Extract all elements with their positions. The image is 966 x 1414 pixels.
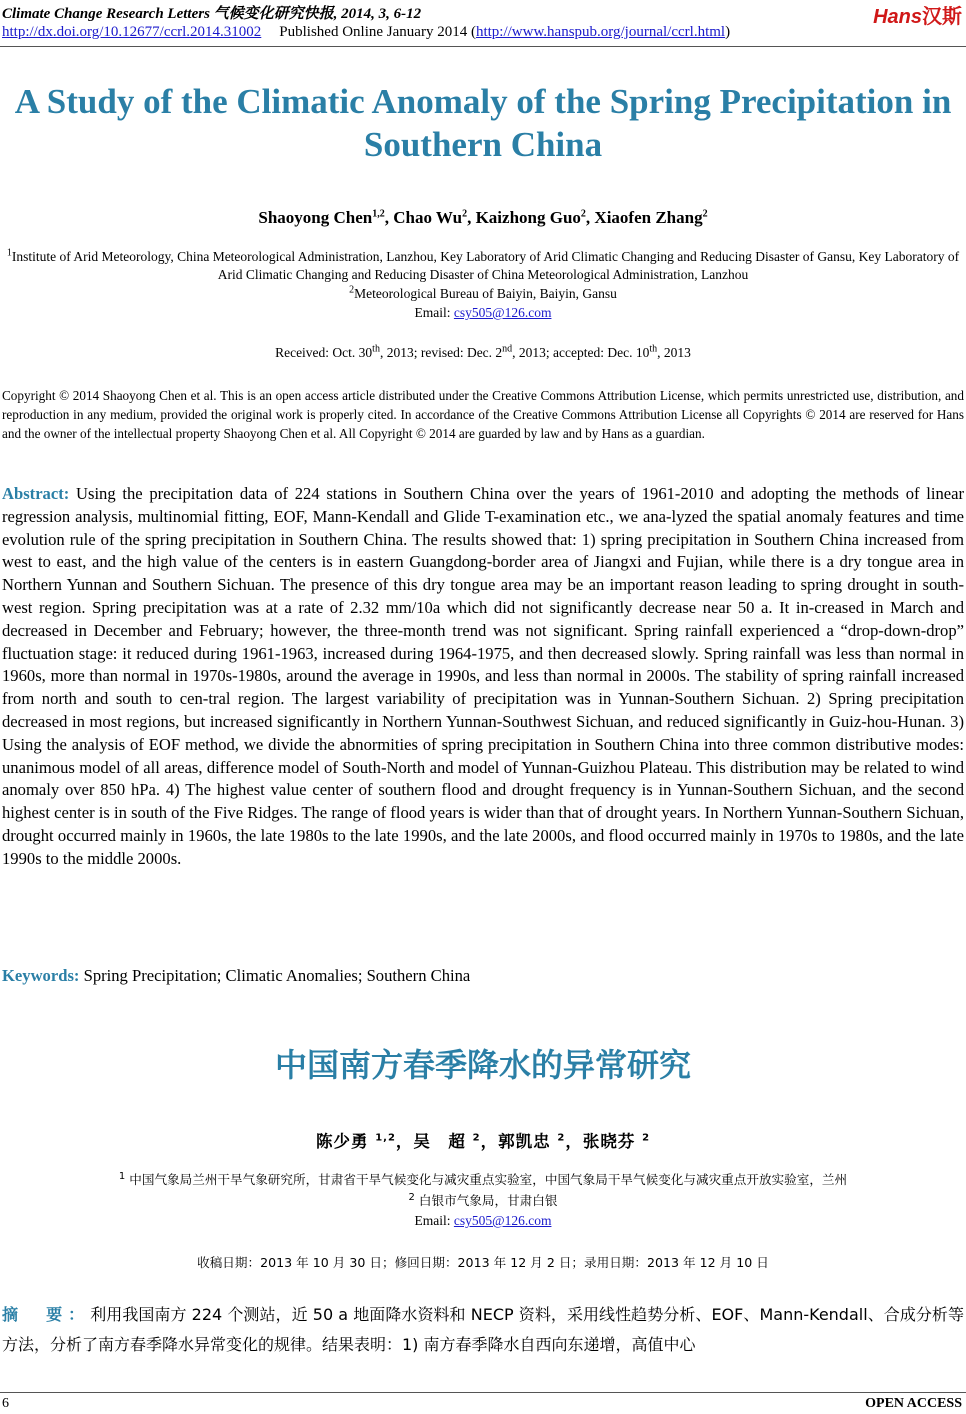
abstract-label-cn: 摘 要： <box>2 1305 91 1324</box>
author-sup: 1,2 <box>372 208 385 220</box>
affiliation-2-cn <box>0 1191 966 1211</box>
author-sup: 2 <box>462 208 468 220</box>
affiliation-text: Meteorological Bureau of Baiyin, Baiyin, Gansu <box>354 286 617 301</box>
author-name: Shaoyong Chen <box>258 208 373 227</box>
affiliation-1-en <box>0 248 966 284</box>
keywords-en <box>2 966 964 986</box>
footer-divider <box>0 1392 966 1393</box>
email-link[interactable]: csy505@126.com <box>453 305 552 320</box>
author-name: Xiaofen Zhang <box>594 208 703 227</box>
received-date: Received: Oct. 30 <box>275 345 373 360</box>
author-sep: ， <box>565 1132 583 1151</box>
author-sep: , <box>467 208 476 227</box>
header-divider <box>0 46 966 47</box>
author-name: Kaizhong Guo <box>475 208 581 227</box>
affiliation-sup: 2 <box>349 284 355 296</box>
publisher-logo <box>873 0 962 29</box>
affiliation-sup: 1 <box>118 1170 126 1182</box>
authors-cn <box>0 1128 966 1152</box>
author-sep: ， <box>480 1132 499 1151</box>
revised-date: , 2013; revised: Dec. 2 <box>379 345 503 360</box>
author-sup: 2 <box>580 208 586 220</box>
date-sup: nd <box>502 343 513 355</box>
email-line-en <box>0 304 966 322</box>
author-sup: 2 <box>557 1132 566 1144</box>
dates-cn: 收稿日期：2013 年 10 月 30 日；修回日期：2013 年 12 月 2 日；录用日期：2013 年 12 月 10 日 <box>197 1255 769 1270</box>
email-link[interactable]: csy505@126.com <box>453 1213 552 1228</box>
author-sup: 1,2 <box>375 1132 396 1144</box>
abstract-text-cn: 利用我国南方 224 个测站，近 50 a 地面降水资料和 NECP 资料，采用线性趋势分析、EOF、Mann-Kendall、合成分析等方法，分析了南方春季降水异常变化的规律。结果表明：1) 南方春季降水自西向东递增，高值中心 <box>2 1305 964 1354</box>
date-sup: th <box>649 343 658 355</box>
author-sup: 2 <box>472 1132 481 1144</box>
affiliation-sup: 2 <box>408 1191 415 1203</box>
keywords-text: Spring Precipitation; Climatic Anomalies; Southern China <box>83 966 471 985</box>
journal-link[interactable]: http://www.hanspub.org/journal/ccrl.html <box>475 24 726 40</box>
author-name-cn: 郭凯忠 <box>498 1132 551 1151</box>
abstract-text: Using the precipitation data of 224 stations in Southern China over the years of 1961-2010 and adopting the methods of linear regression analysis, multinomial fitting, EOF, Mann-Kendall and Glide T-examination etc., we ana-lyzed the spatial anomaly features and time evolution rule of the spring precipitation in Southern China. The results showed that: 1) spring precipitation in Southern China increased from west to east, and the high value of the centers is in eastern Guangdong-border area of Jiangxi and Fujian, while there is a dry tongue area in Northern Yunnan and Southern Sichuan. The presence of this dry tongue area may be an important reason leading to spring drought in south-west region. Spring precipitation was at a rate of 2.32 mm/10a which did not significantly decrease near 50 a. It in-creased in March and decreased in December and February; however, the three-month trend was not significant. Spring rainfall experienced a “drop-down-drop” fluctuation stage: it reduced during 1961-1963, increased during 1964-1975, and then decreased slowly. Spring rainfall was less than normal in 1960s, more than normal in 1970s-1980s, around the average in 1990s, and less than normal in 2000s. The stability of spring rainfall increased from north and south to cen-tral region. The largest variability of precipitation was in Yunnan-Southern Sichuan. 2) Spring precipitation decreased in most regions, but increased significantly in Northern Yunnan-Southwest Sichuan, and reduced significantly in Guiz-hou-Hunan. 3) Using the analysis of EOF method, we divide the abnormities of spring precipitation in Southern China into three common distributive modes: unanimous model of all areas, difference model of South-North and model of Yunnan-Guizhou Plateau. This distribution may be related to wind anomaly over 850 hPa. 4) The highest value center of southern flood and drought frequency is in Yunnan-Southern Sichuan, and the second highest center is in south of the Five Ridges. The range of flood years is wider than that of drought years. In Northern Yunnan-Southern Sichuan, drought occurred mainly in 1960s, the late 1980s to the late 1990s, and the late 2000s, and flood occurred mainly in 1970s to 1980s, and the late 1990s to the middle 2000s. <box>2 484 964 868</box>
date-sup: th <box>372 343 380 355</box>
affiliation-sup: 1 <box>6 247 12 259</box>
affiliation-text: Institute of Arid Meteorology, China Meteorological Administration, Lanzhou, Key Laboratory of Arid Climatic Changing and Reducing Disaster of Gansu, Key Laboratory of Arid Climatic Changing and Reducing Disaster of China Meteorological Administration, Lanzhou <box>11 249 960 282</box>
affiliation-text: 中国气象局兰州干旱气象研究所，甘肃省干旱气候变化与减灾重点实验室，中国气象局干旱气候变化与减灾重点开放实验室，兰州 <box>129 1172 848 1187</box>
journal-citation: Climate Change Research Letters 气候变化研究快报, 2014, 3, 6-12 <box>2 6 422 22</box>
author-sep: ， <box>395 1132 414 1151</box>
keywords-label: Keywords: <box>2 966 80 985</box>
affiliation-text: 白银市气象局，甘肃白银 <box>418 1193 558 1208</box>
open-access-label: OPEN ACCESS <box>865 1396 962 1411</box>
email-line-cn <box>0 1212 966 1230</box>
author-sep: , <box>384 208 394 227</box>
dates-en <box>0 344 966 362</box>
title-cn: 中国南方春季降水的异常研究 <box>274 1046 691 1084</box>
author-name: Chao Wu <box>393 208 463 227</box>
date-tail: , 2013 <box>657 345 691 360</box>
title-en: A Study of the Climatic Anomaly of the Spring Precipitation in Southern China <box>14 82 952 164</box>
abstract-en <box>2 483 964 871</box>
abstract-cn <box>2 1300 964 1360</box>
doi-link[interactable]: http://dx.doi.org/10.12677/ccrl.2014.31002 <box>2 24 262 40</box>
affiliation-2-en <box>0 285 966 303</box>
publication-line <box>2 24 730 41</box>
accepted-date: , 2013; accepted: Dec. 10 <box>512 345 650 360</box>
copyright-notice: Copyright © 2014 Shaoyong Chen et al. This is an open access article distributed under the Creative Commons Attribution License, which permits unrestricted use, distribution, and reproduction in any medium, provided the original work is properly cited. In accordance of the Creative Commons Attribution License all Copyrights © 2014 are reserved for Hans and the owner of the intellectual property Shaoyong Chen et al. All Copyright © 2014 are guarded by law and by Hans as a guardian. <box>2 388 964 442</box>
email-label: Email: <box>414 1213 454 1228</box>
author-name-cn: 陈少勇 <box>315 1132 369 1151</box>
page-number: 6 <box>2 1396 9 1411</box>
published-prefix: Published Online January 2014 ( <box>279 24 476 40</box>
author-sep: , <box>585 208 595 227</box>
authors-en <box>0 208 966 228</box>
published-suffix: ) <box>725 24 731 40</box>
author-sup: 2 <box>702 208 708 220</box>
author-name-cn: 吴 超 <box>413 1132 466 1151</box>
author-sup: 2 <box>642 1132 651 1144</box>
email-label: Email: <box>414 305 454 320</box>
publisher-logo-en: Hans <box>873 6 922 28</box>
affiliation-1-cn <box>0 1170 966 1190</box>
author-name-cn: 张晓芬 <box>582 1132 636 1151</box>
abstract-label: Abstract: <box>2 484 70 503</box>
publisher-logo-cn: 汉斯 <box>922 4 962 28</box>
